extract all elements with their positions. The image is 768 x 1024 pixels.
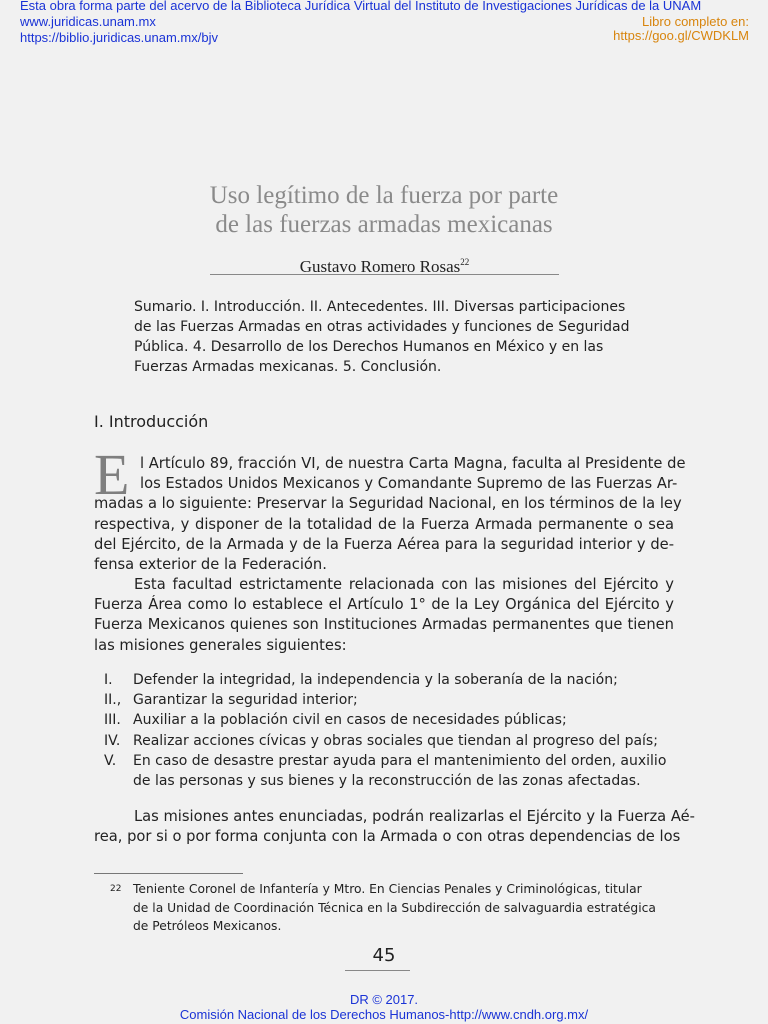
chapter-title-line-2: de las fuerzas armadas mexicanas <box>215 211 553 238</box>
list-item-number: III. <box>104 712 121 729</box>
list-item-text: de las personas y sus bienes y la reconstrucción de las zonas afectadas. <box>133 773 641 790</box>
summary <box>134 297 634 377</box>
page-number: 45 <box>372 945 396 966</box>
book-link[interactable]: https://goo.gl/CWDKLM <box>613 28 749 43</box>
paragraph-line: Fuerza Mexicanos quienes son Instituciones Armadas permanentes que tienen <box>94 616 674 634</box>
list-item <box>104 690 674 710</box>
list-item <box>104 670 674 690</box>
cndh-link[interactable]: Comisión Nacional de los Derechos Humanos-http://www.cndh.org.mx/ <box>179 1007 589 1022</box>
paragraph-line: respectiva, y disponer de la totalidad de la Fuerza Armada permanente o sea <box>94 515 674 533</box>
paragraph-line: del Ejército, de la Armada y de la Fuerza Aérea para la seguridad interior y de- <box>94 535 674 553</box>
list-item-text: Defender la integridad, la independencia y la soberanía de la nación; <box>133 672 618 688</box>
summary-line: Fuerzas Armadas mexicanas. 5. Conclusión. <box>134 359 442 375</box>
bjv-link[interactable]: https://biblio.juridicas.unam.mx/bjv <box>20 30 218 45</box>
author-footnote-ref: 22 <box>460 257 470 267</box>
paragraph-line: madas a lo siguiente: Preservar la Seguridad Nacional, en los términos de la ley <box>94 495 682 513</box>
section-heading: I. Introducción <box>94 412 209 431</box>
page-number-rule <box>345 970 410 971</box>
paragraph-2 <box>94 575 674 656</box>
list-item <box>104 731 674 751</box>
juridicas-link[interactable]: www.juridicas.unam.mx <box>20 14 156 29</box>
book-label: Libro completo en: <box>642 14 749 29</box>
missions-list <box>104 670 674 791</box>
paragraph-line: rea, por si o por forma conjunta con la Armada o con otras dependencias de los <box>94 828 681 846</box>
list-item <box>104 710 674 730</box>
list-item-text: Garantizar la seguridad interior; <box>133 692 358 709</box>
list-item-number: V. <box>104 752 117 769</box>
title-divider <box>210 274 559 275</box>
footnote-line: de la Unidad de Coordinación Técnica en la Subdirección de salvaguardia estratégica <box>133 900 656 915</box>
footnote-divider <box>94 873 243 874</box>
paragraph-line: Fuerza Área como lo establece el Artículo 1° de la Ley Orgánica del Ejército y <box>94 596 674 614</box>
paragraph-line: Esta facultad estrictamente relacionada con las misiones del Ejército y <box>134 576 674 593</box>
list-item-text: En caso de desastre prestar ayuda para el mantenimiento del orden, auxilio <box>133 752 667 769</box>
paragraph-1 <box>94 454 686 575</box>
summary-line: de las Fuerzas Armadas en otras actividades y funciones de Seguridad <box>134 319 630 335</box>
paragraph-line: los Estados Unidos Mexicanos y Comandante Supremo de las Fuerzas Ar- <box>140 475 678 493</box>
list-item-number: II., <box>104 692 122 709</box>
footnote-line: de Petróleos Mexicanos. <box>133 919 282 933</box>
paragraph-line: las misiones generales siguientes: <box>94 636 347 654</box>
list-item-text: Auxiliar a la población civil en casos de necesidades públicas; <box>133 712 567 729</box>
list-item-number: IV. <box>104 732 121 749</box>
footnote-ref: 22 <box>110 884 122 894</box>
list-item-number: I. <box>104 672 113 688</box>
list-item-text: Realizar acciones cívicas y obras sociales que tiendan al progreso del país; <box>133 732 658 749</box>
paragraph-3 <box>94 807 695 847</box>
copyright-notice: DR © 2017. <box>349 992 419 1007</box>
repository-notice: Esta obra forma parte del acervo de la Biblioteca Jurídica Virtual del Instituto de Investigaciones Jurídicas de la UNAM <box>20 0 702 13</box>
list-item <box>104 751 674 791</box>
paragraph-line: fensa exterior de la Federación. <box>94 556 327 574</box>
drop-cap: E <box>94 442 130 507</box>
author-name-text: Gustavo Romero Rosas <box>299 257 461 276</box>
chapter-title-line-1: Uso legítimo de la fuerza por parte <box>209 182 559 209</box>
footnote <box>110 880 675 936</box>
summary-line: Sumario. I. Introducción. II. Antecedentes. III. Diversas participaciones <box>134 299 626 315</box>
paragraph-line: l Artículo 89, fracción VI, de nuestra Carta Magna, faculta al Presidente de <box>140 455 686 472</box>
paragraph-line: Las misiones antes enunciadas, podrán realizarlas el Ejército y la Fuerza Aé- <box>134 808 695 825</box>
summary-line: Pública. 4. Desarrollo de los Derechos Humanos en México y en las <box>134 339 604 355</box>
footnote-line: Teniente Coronel de Infantería y Mtro. En Ciencias Penales y Criminológicas, titular <box>133 882 642 896</box>
